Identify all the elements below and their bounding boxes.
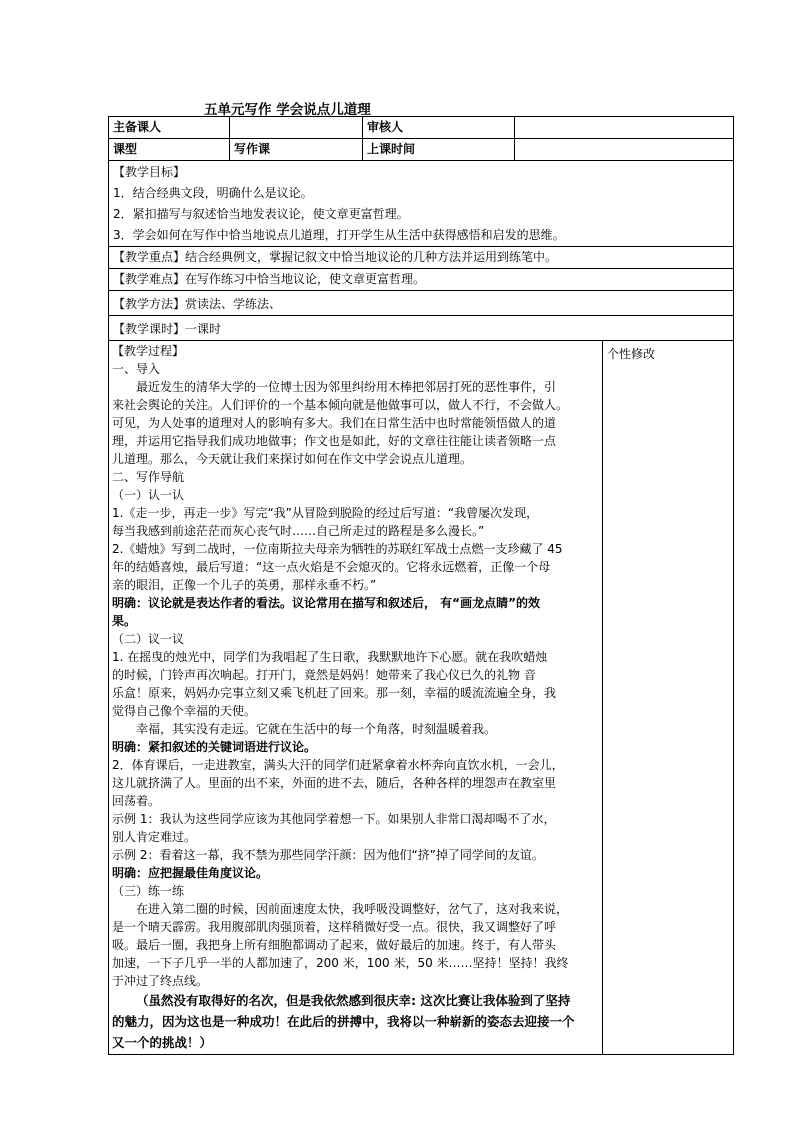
goal-3: 3．学会如何在写作中恰当地说点儿道理，打开学生从生活中获得感悟和启发的思维。 <box>113 228 565 242</box>
process-cell <box>109 341 603 1055</box>
goals-heading: 【教学目标】 <box>113 165 186 179</box>
goal-2: 2．紧扣描写与叙述恰当地发表议论，使文章更富哲理。 <box>113 207 409 221</box>
discuss-1-comment: 幸福，其实没有走远。它就在生活中的每一个角落，时刻温暖着我。 <box>136 722 497 736</box>
personal-revision-cell <box>603 341 734 1055</box>
practice-line-5: 于冲过了终点线。 <box>112 974 209 988</box>
discuss-2-line-3: 回荡着。 <box>112 794 161 808</box>
intro-line-2: 来社会舆论的关注。人们评价的一个基本倾向就是他做事可以，做人不行，不会做人。 <box>112 398 569 412</box>
value-lesson-type: 写作课 <box>230 139 363 161</box>
section-intro: 一、导入 <box>112 362 161 376</box>
example-1-line-1: 1.《走一步，再走一步》写完“我”从冒险到脱险的经过后写道：“我曾屡次发现， <box>112 506 539 520</box>
practice-line-3: 吸。最后一圈，我把身上所有细胞都调动了起来，做好最后的加速。终于，有人带头 <box>112 938 557 952</box>
clarify-3: 明确：应把握最佳角度议论。 <box>112 866 269 880</box>
key-point-row <box>109 247 734 269</box>
label-reviewer: 审核人 <box>363 117 515 139</box>
discuss-2-line-2: 这儿就挤满了人。里面的出不来，外面的进不去，随后，各种各样的埋怨声在教室里 <box>112 776 557 790</box>
discuss-2-line-1: 2．体育课后，一走进教室，满头大汗的同学们赶紧拿着水杯奔向直饮水机，一会儿， <box>112 758 564 772</box>
discuss-1-line-3: 乐盒！原来，妈妈办完事立刻又乘飞机赶了回来。那一刻，幸福的暖流流遍全身，我 <box>112 686 557 700</box>
example-2-line-2: 年的结婚喜烛，最后写道：“这一点火焰是不会熄灭的。它将永远燃着，正像一个母 <box>112 560 551 574</box>
key-point: 【教学重点】结合经典例文，掌握记叙文中恰当地议论的几种方法并运用到练笔中。 <box>113 250 558 264</box>
answer-line-3: 又一个的挑战！） <box>112 1035 213 1050</box>
difficulty: 【教学难点】在写作练习中恰当地议论，使文章更富哲理。 <box>113 272 426 286</box>
clarify-1-line-2: 果。 <box>112 614 137 628</box>
practice-line-4: 加速，一下子几乎一半的人都加速了，200 米，100 米，50 米……坚持！坚持！我终 <box>112 956 569 970</box>
sample-2: 示例 2：看着这一幕，我不禁为那些同学汗颜：因为他们“挤”掉了同学间的友谊。 <box>112 848 544 862</box>
clarify-1-line-1: 明确：议论就是表达作者的看法。议论常用在描写和叙述后， 有“画龙点睛”的效 <box>112 596 540 610</box>
intro-line-3: 可见，为人处事的道理对人的影响有多大。我们在日常生活中也时常能领悟做人的道 <box>112 416 557 430</box>
header-row-1 <box>109 117 734 139</box>
label-class-time: 上课时间 <box>363 139 515 161</box>
value-class-time <box>515 139 734 161</box>
intro-line-5: 儿道理。那么，今天就让我们来探讨如何在作文中学会说点儿道理。 <box>112 452 473 466</box>
teaching-period: 【教学课时】一课时 <box>113 322 222 336</box>
discuss-1-line-1: 1. 在摇曳的烛光中，同学们为我唱起了生日歌，我默默地许下心愿。就在我吹蜡烛 <box>112 650 548 664</box>
header-row-2 <box>109 139 734 161</box>
goals-row <box>109 161 734 247</box>
value-reviewer <box>515 117 734 139</box>
part-3-heading: （三）练一练 <box>112 884 185 898</box>
page-title: 五单元写作 学会说点儿道理 <box>204 102 371 118</box>
answer-line-2: 的魅力，因为这也是一种成功！在此后的拼搏中，我将以一种崭新的姿态去迎接一个 <box>112 1014 575 1029</box>
lesson-plan-table <box>108 116 734 1055</box>
label-lesson-type: 课型 <box>109 139 230 161</box>
answer-line-1: （虽然没有取得好的名次，但是我依然感到很庆幸: 这次比赛让我体验到了坚持 <box>136 993 571 1008</box>
example-2-line-1: 2.《蜡烛》写到二战时，一位南斯拉夫母亲为牺牲的苏联红军战士点燃一支珍藏了 45 <box>112 542 563 556</box>
intro-line-4: 理，并运用它指导我们成功地做事；作文也是如此，好的文章往往能让读者领略一点 <box>112 434 557 448</box>
discuss-1-line-4: 觉得自己像个幸福的天使。 <box>112 704 257 718</box>
sample-1-line-1: 示例 1：我认为这些同学应该为其他同学着想一下。如果别人非常口渴却喝不了水， <box>112 812 556 826</box>
personal-revision-label: 个性修改 <box>607 347 656 361</box>
sample-1-line-2: 别人肯定难过。 <box>112 830 197 844</box>
part-1-heading: （一）认一认 <box>112 488 185 502</box>
part-2-heading: （二）议一议 <box>112 632 185 646</box>
discuss-1-line-2: 的时候，门铃声再次响起。打开门，竟然是妈妈！她带来了我心仪已久的礼物 音 <box>112 668 536 682</box>
clarify-2: 明确：紧扣叙述的关键词语进行议论。 <box>112 740 317 754</box>
process-row <box>109 341 734 1055</box>
value-preparer <box>230 117 363 139</box>
section-guide: 二、写作导航 <box>112 470 185 484</box>
label-preparer: 主备课人 <box>109 117 230 139</box>
practice-line-1: 在进入第二圈的时候，因前面速度太快，我呼吸没调整好，岔气了，这对我来说， <box>136 902 569 916</box>
difficulty-row <box>109 269 734 291</box>
teaching-method: 【教学方法】赏读法、学练法、 <box>113 297 282 311</box>
goal-1: 1．结合经典文段，明确什么是议论。 <box>113 186 313 200</box>
example-1-line-2: 每当我感到前途茫茫而灰心丧气时……自己所走过的路程是多么漫长。” <box>112 524 485 538</box>
process-heading: 【教学过程】 <box>112 344 185 358</box>
intro-line-1: 最近发生的清华大学的一位博士因为邻里纠纷用木棒把邻居打死的恶性事件，引 <box>136 380 557 394</box>
period-row <box>109 316 734 341</box>
example-2-line-3: 亲的眼泪，正像一个儿子的英勇，那样永垂不朽。” <box>112 578 377 592</box>
method-row <box>109 291 734 316</box>
practice-line-2: 是一个晴天霹雳。我用腹部肌肉强顶着，这样稍微好受一点。很快，我又调整好了呼 <box>112 920 557 934</box>
